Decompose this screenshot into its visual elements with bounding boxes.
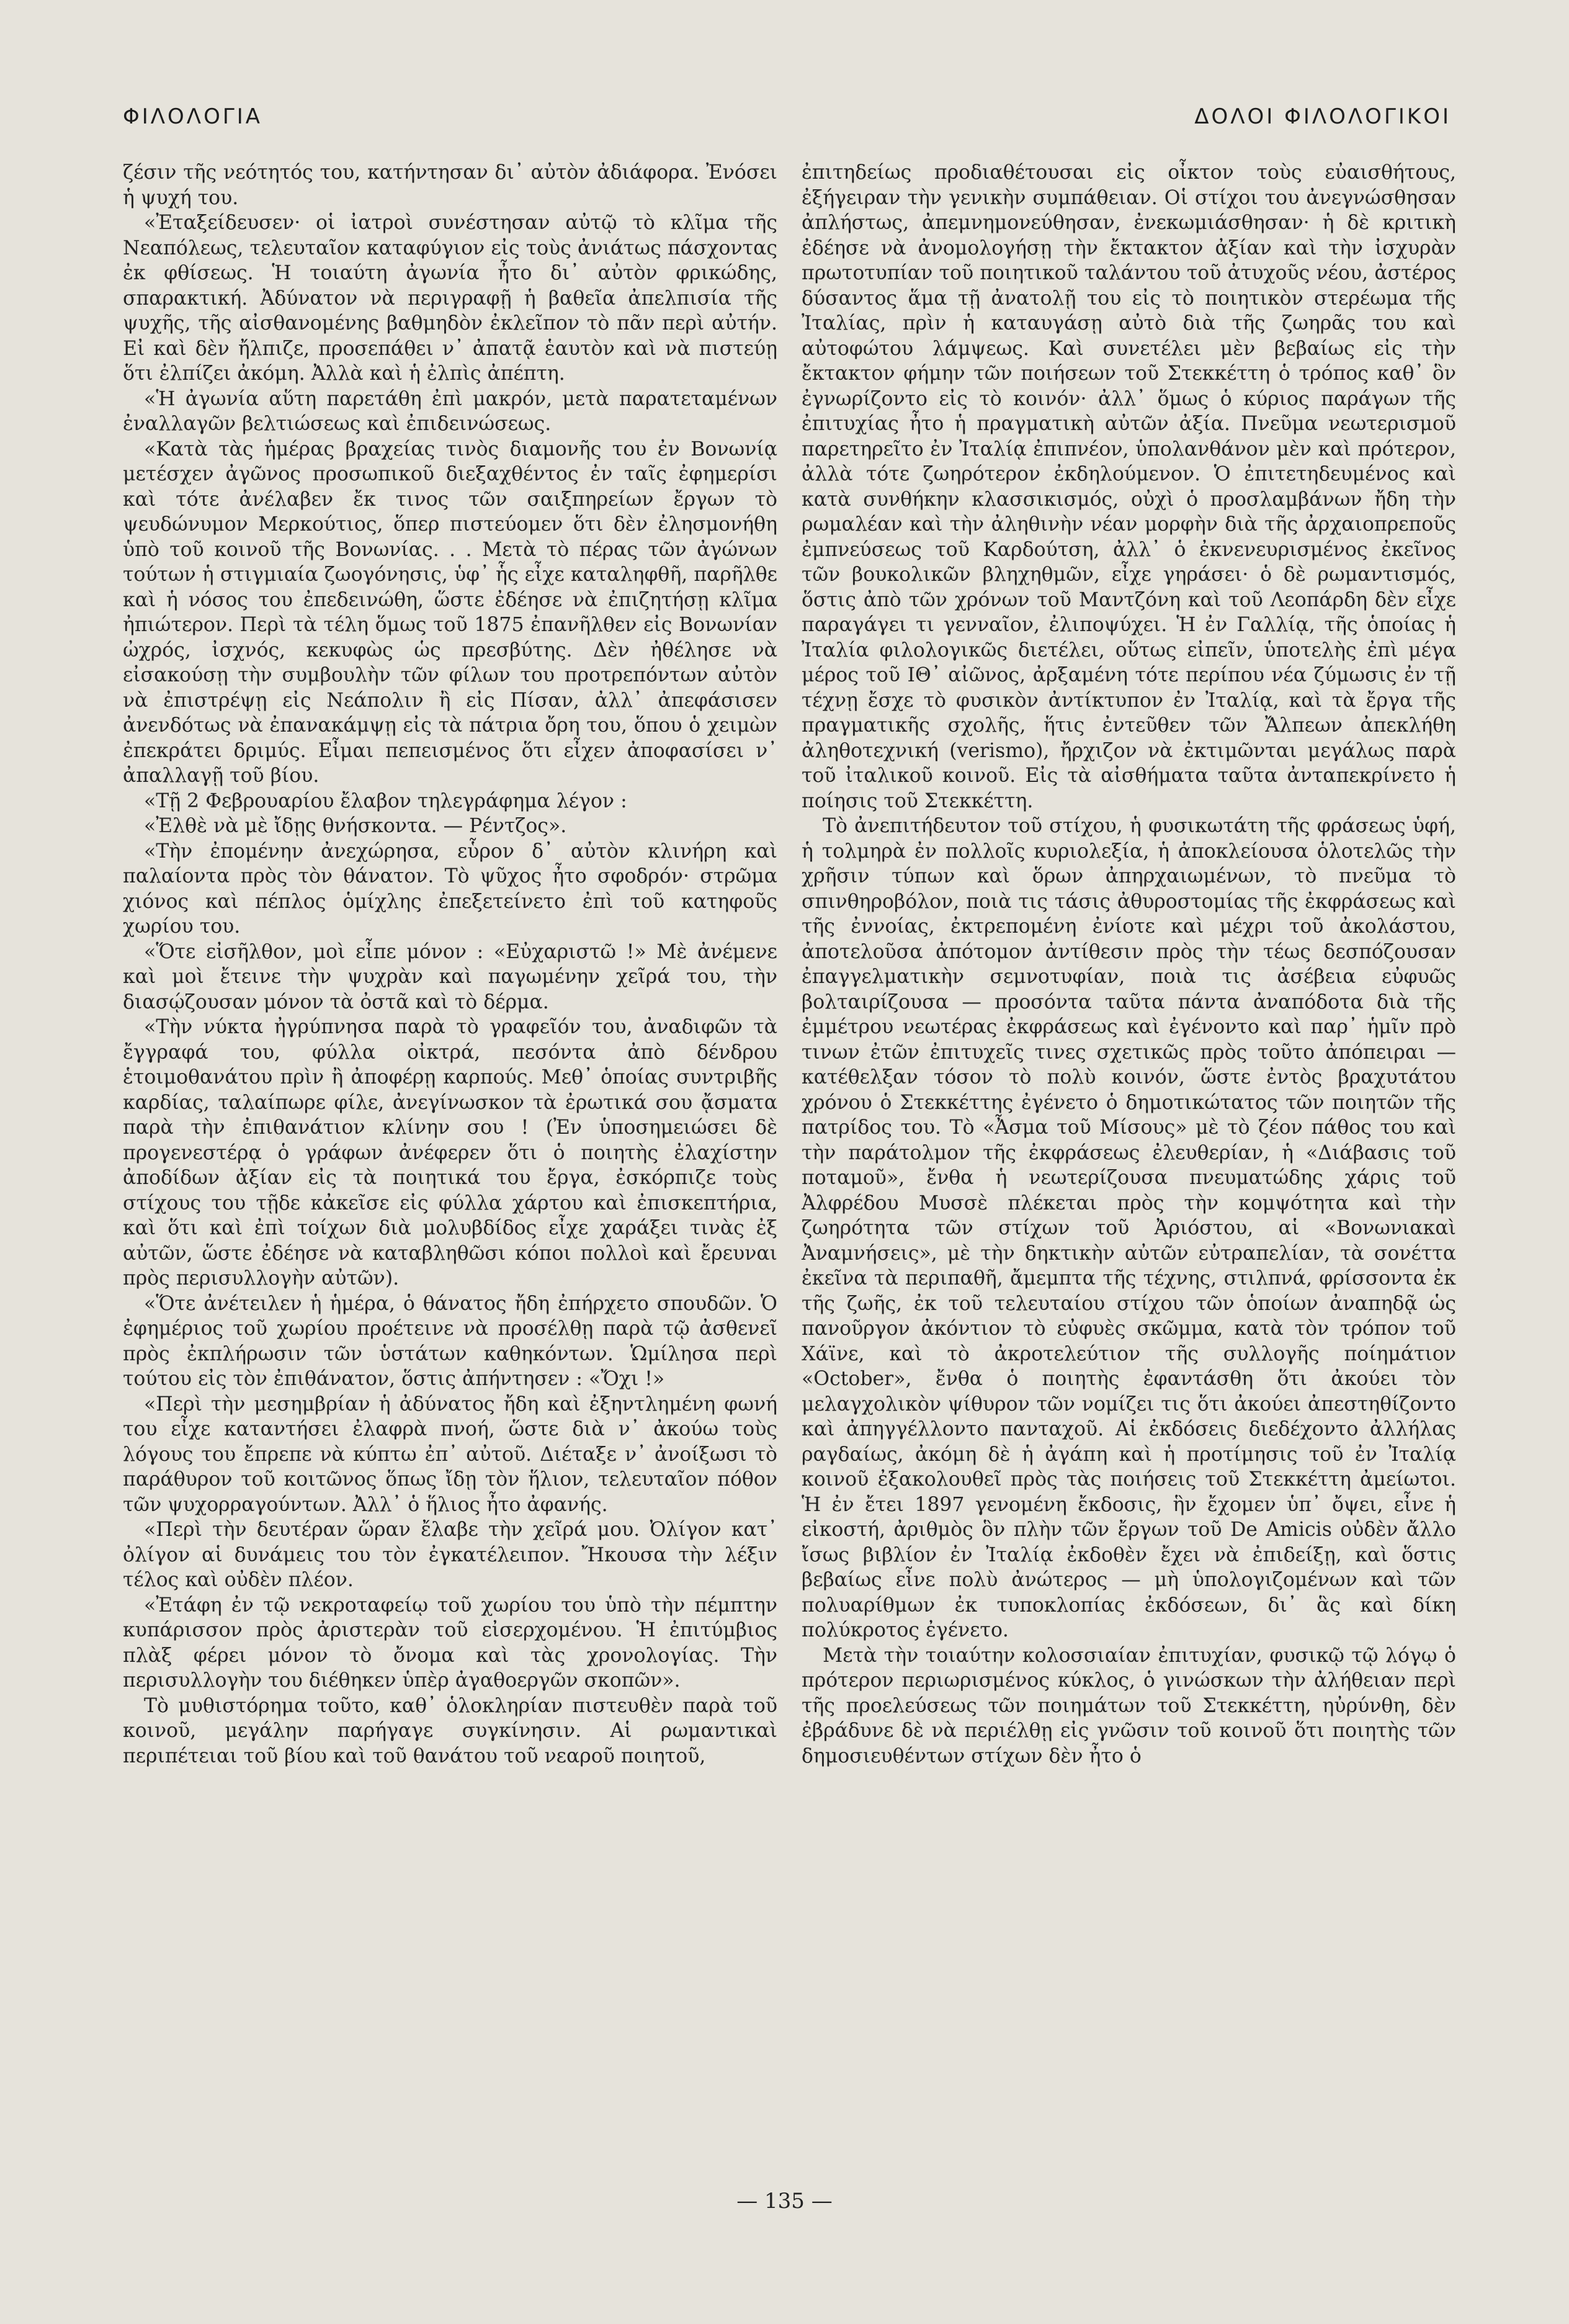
- paragraph: «Τὴν ἐπομένην ἀνεχώρησα, εὗρον δ᾿ αὐτὸν κλινήρη καὶ παλαίοντα πρὸς τὸν θάνατον. Τὸ ψῦχος ἦτο σφοδρόν· στρῶμα χιόνος καὶ πέπλος ὁμίχλης ἐπεξετείνετο ἐπὶ τοῦ κατηφοῦς χωρίου του.: [123, 840, 777, 938]
- paragraph: «Κατὰ τὰς ἡμέρας βραχείας τινὸς διαμονῆς του ἐν Βονωνίᾳ μετέσχεν ἀγῶνος προσωπικοῦ διεξαχθέντος ἐν ταῖς ἐφημερίσι καὶ τότε ἀνέλαβεν ἔκ τινος τῶν σαιξπηρείων ἔργων τὸ ψευδώνυμον Μερκούτιος, ὅπερ πιστεύομεν ὅτι δὲν ἐλησμονήθη ὑπὸ τοῦ κοινοῦ τῆς Βονωνίας. . . Μετὰ τὸ πέρας τῶν ἀγώνων τούτων ἡ στιγμιαία ζωογόνησις, ὑφ᾿ ἧς εἶχε καταληφθῆ, παρῆλθε καὶ ἡ νόσος του ἐπεδεινώθη, ὥστε ἐδέησε νὰ ἐπιζητήσῃ κλῖμα ἠπιώτερον. Περὶ τὰ τέλη ὅμως τοῦ 1875 ἐπανῆλθεν εἰς Βονωνίαν ὠχρός, ἰσχνός, κεκυφὼς ὡς πρεσβύτης. Δὲν ἠθέλησε νὰ εἰσακούσῃ τὴν συμβουλὴν τῶν φίλων του προτρεπόντων αὐτὸν νὰ ἐπιστρέψῃ εἰς Νεάπολιν ἢ εἰς Πίσαν, ἀλλ᾿ ἀπεφάσισεν ἀνενδότως νὰ ἐπανακάμψῃ εἰς τὰ πάτρια ὄρη του, ὅπου ὁ χειμὼν ἐπεκράτει δριμύς. Εἶμαι πεπεισμένος ὅτι εἶχεν ἀποφασίσει ν᾿ ἀπαλλαγῇ τοῦ βίου.: [123, 437, 777, 787]
- paragraph: Τὸ μυθιστόρημα τοῦτο, καθ᾿ ὁλοκληρίαν πιστευθὲν παρὰ τοῦ κοινοῦ, μεγάλην παρήγαγε συγκίνησιν. Αἱ ρωμαντικαὶ περιπέτειαι τοῦ βίου καὶ τοῦ θανάτου τοῦ νεαροῦ ποιητοῦ,: [123, 1694, 777, 1767]
- paragraph: «Περὶ τὴν μεσημβρίαν ἡ ἀδύνατος ἤδη καὶ ἐξηντλημένη φωνή του εἶχε καταντήσει ἐλαφρὰ πνοή, ὥστε διὰ ν᾿ ἀκούω τοὺς λόγους του ἔπρεπε νὰ κύπτω ἐπ᾿ αὐτοῦ. Διέταξε ν᾿ ἀνοίξωσι τὸ παράθυρον τοῦ κοιτῶνος ὅπως ἴδῃ τὸν ἥλιον, τελευταῖον πόθον τῶν ψυχορραγούντων. Ἀλλ᾿ ὁ ἥλιος ἦτο ἀφανής.: [123, 1393, 777, 1516]
- left-column: [123, 160, 777, 1769]
- paragraph: ἐπιτηδείως προδιαθέτουσαι εἰς οἶκτον τοὺς εὐαισθήτους, ἐξήγειραν τὴν γενικὴν συμπάθειαν. Οἱ στίχοι του ἀνεγνώσθησαν ἀπλήστως, ἀπεμνημονεύθησαν, ἐνεκωμιάσθησαν· ἡ δὲ κριτικὴ ἐδέησε νὰ ἀνομολογήσῃ τὴν ἔκτακτον ἀξίαν καὶ τὴν ἰσχυρὰν πρωτοτυπίαν τοῦ ποιητικοῦ ταλάντου τοῦ ἀτυχοῦς νέου, ἀστέρος δύσαντος ἅμα τῇ ἀνατολῇ του εἰς τὸ ποιητικὸν στερέωμα τῆς Ἰταλίας, πρὶν ἡ καταυγάσῃ αὐτὸ διὰ τῆς ζωηρᾶς του καὶ αὐτοφώτου λάμψεως. Καὶ συνετέλει μὲν βεβαίως εἰς τὴν ἔκτακτον φήμην τῶν ποιήσεων τοῦ Στεκκέττη ὁ τρόπος καθ᾿ ὃν ἐγνωρίζοντο εἰς τὸ κοινόν· ἀλλ᾿ ὅμως ὁ κύριος παράγων τῆς ἐπιτυχίας ἦτο ἡ πραγματικὴ αὐτῶν ἀξία. Πνεῦμα νεωτερισμοῦ παρετηρεῖτο ἐν Ἰταλίᾳ ἐπιπνέον, ὑπολανθάνον μὲν καὶ πρότερον, ἀλλὰ τότε ζωηρότερον ἐκδηλούμενον. Ὁ ἐπιτετηδευμένος καὶ κατὰ συνθήκην κλασσικισμός, οὐχὶ ὁ προσλαμβάνων ἤδη τὴν ρωμαλέαν καὶ τὴν ἀληθινὴν νέαν μορφὴν διὰ τῆς ἀρχαιοπρεποῦς ἐμπνεύσεως τοῦ Καρδούτση, ἀλλ᾿ ὁ ἐκνενευρισμένος ἐκεῖνος τῶν βουκολικῶν βληχηθμῶν, εἶχε γηράσει· ὁ δὲ ρωμαντισμός, ὅστις ἀπὸ τῶν χρόνων τοῦ Μαντζόνη καὶ τοῦ Λεοπάρδη δὲν εἶχε παραγάγει τι γενναῖον, ἐλιποψύχει. Ἡ ἐν Γαλλίᾳ, τῆς ὁποίας ἡ Ἰταλία φιλολογικῶς διετέλει, οὕτως εἰπεῖν, ὑποτελὴς ἐπὶ μέγα μέρος τοῦ ΙΘ᾿ αἰῶνος, ἀρξαμένη τότε περίπου νέα ζύμωσις ἐν τῇ τέχνῃ ἔσχε τὸ φυσικὸν ἀντίκτυπον ἐν Ἰταλίᾳ, καὶ τὰ ἔργα τῆς πραγματικῆς σχολῆς, ἥτις ἐντεῦθεν τῶν Ἄλπεων ἀπεκλήθη ἀληθοτεχνική (verismo), ἤρχιζον νὰ ἐκτιμῶνται μεγάλως παρὰ τοῦ ἰταλικοῦ κοινοῦ. Εἰς τὰ αἰσθήματα ταῦτα ἀνταπεκρίνετο ἡ ποίησις τοῦ Στεκκέττη.: [802, 161, 1456, 812]
- paragraph: Μετὰ τὴν τοιαύτην κολοσσιαίαν ἐπιτυχίαν, φυσικῷ τῷ λόγῳ ὁ πρότερον περιωρισμένος κύκλος, ὁ γινώσκων τὴν ἀλήθειαν περὶ τῆς προελεύσεως τῶν ποιημάτων τοῦ Στεκκέττη, ηὐρύνθη, δὲν ἐβράδυνε δὲ νὰ περιέλθῃ εἰς γνῶσιν τοῦ κοινοῦ ὅτι ποιητὴς τῶν δημοσιευθέντων στίχων δὲν ἦτο ὁ: [802, 1644, 1456, 1767]
- paragraph: «Ὅτε ἀνέτειλεν ἡ ἡμέρα, ὁ θάνατος ἤδη ἐπήρχετο σπουδῶν. Ὁ ἐφημέριος τοῦ χωρίου προέτεινε νὰ προσέλθῃ παρὰ τῷ ἀσθενεῖ πρὸς ἐκπλήρωσιν τῶν ὑστάτων καθηκόντων. Ὡμίλησα περὶ τούτου εἰς τὸν ἐπιθάνατον, ὅστις ἀπήντησεν : «Ὄχι !»: [123, 1292, 777, 1390]
- page-number: — 135 —: [736, 2189, 833, 2214]
- paragraph: «Ἐτάφη ἐν τῷ νεκροταφείῳ τοῦ χωρίου του ὑπὸ τὴν πέμπτην κυπάρισσον πρὸς ἀριστερὰν τοῦ εἰσερχομένου. Ἡ ἐπιτύμβιος πλὰξ φέρει μόνον τὸ ὄνομα καὶ τὰς χρονολογίας. Τὴν περισυλλογὴν του διέθηκεν ὑπὲρ ἀγαθοεργῶν σκοπῶν».: [123, 1594, 777, 1692]
- paragraph: «Τῇ 2 Φεβρουαρίου ἔλαβον τηλεγράφημα λέγον :: [144, 789, 627, 812]
- paragraph: «Ἡ ἀγωνία αὕτη παρετάθη ἐπὶ μακρόν, μετὰ παρατεταμένων ἐναλλαγῶν βελτιώσεως καὶ ἐπιδεινώσεως.: [123, 387, 777, 435]
- paragraph: «Ἐλθὲ νὰ μὲ ἴδῃς θνήσκοντα. — Ρέντζος».: [144, 815, 567, 837]
- paragraph: ζέσιν τῆς νεότητός του, κατήντησαν δι᾿ αὐτὸν ἀδιάφορα. Ἐνόσει ἡ ψυχή του.: [123, 161, 777, 209]
- running-head-right: ΔΟΛΟΙ ΦΙΛΟΛΟΓΙΚΟΙ: [1194, 104, 1451, 129]
- paragraph: «Τὴν νύκτα ἠγρύπνησα παρὰ τὸ γραφεῖόν του, ἀναδιφῶν τὰ ἔγγραφά του, φύλλα οἰκτρά, πεσόντα ἀπὸ δένδρου ἑτοιμοθανάτου πρὶν ἢ ἀποφέρῃ καρπούς. Μεθ᾿ ὁποίας συντριβῆς καρδίας, ταλαίπωρε φίλε, ἀνεγίνωσκον τὰ ἐρωτικά σου ᾄσματα παρὰ τὴν ἐπιθανάτιον κλίνην σου ! (Ἐν ὑποσημειώσει δὲ προγενεστέρᾳ ὁ γράφων ἀνέφερεν ὅτι ὁ ποιητὴς ἐλαχίστην ἀποδίδων ἀξίαν εἰς τὰ ποιητικά του ἔργα, ἐσκόρπιζε τοὺς στίχους του τῇδε κἀκεῖσε εἰς φύλλα χάρτου καὶ ἐπισκεπτήρια, καὶ ὅτι καὶ ἐπὶ τοίχων διὰ μολυβδίδος εἶχε χαράξει τινὰς ἐξ αὐτῶν, ὥστε ἐδέησε νὰ καταβληθῶσι κόποι πολλοὶ καὶ ἔρευναι πρὸς περισυλλογὴν αὐτῶν).: [123, 1016, 777, 1290]
- right-column: [802, 160, 1456, 1769]
- running-head-left: ΦΙΛΟΛΟΓΙΑ: [123, 104, 263, 129]
- paragraph: «Ὅτε εἰσῆλθον, μοὶ εἶπε μόνον : «Εὐχαριστῶ !» Μὲ ἀνέμενε καὶ μοὶ ἔτεινε τὴν ψυχρὰν καὶ παγωμένην χεῖρά του, τὴν διασῴζουσαν μόνον τὰ ὀστᾶ καὶ τὸ δέρμα.: [123, 940, 777, 1013]
- paragraph: Τὸ ἀνεπιτήδευτον τοῦ στίχου, ἡ φυσικωτάτη τῆς φράσεως ὑφή, ἡ τολμηρὰ ἐν πολλοῖς κυριολεξία, ἡ ἀποκλείουσα ὁλοτελῶς τὴν χρῆσιν τύπων καὶ ὅρων ἀπηρχαιωμένων, τὸ πνεῦμα τὸ σπινθηροβόλον, ποιὰ τις τάσις ἀθυροστομίας τῆς ἐκφράσεως καὶ τῆς ἐννοίας, ἐκτρεπομένη ἐνίοτε καὶ μέχρι τοῦ ἀκολάστου, ἀποτελοῦσα ἀπότομον ἀντίθεσιν πρὸς τὴν τέως δεσπόζουσαν ἐπαγγελματικὴν σεμνοτυφίαν, ποιὰ τις ἀσέβεια εὐφυῶς βολταιρίζουσα — προσόντα ταῦτα πάντα ἀναπόδοτα διὰ τῆς ἐμμέτρου νεωτέρας ἐκφράσεως καὶ ἐγένοντο καὶ παρ᾿ ἡμῖν πρὸ τινων ἐτῶν ἐπιτυχεῖς τινες σχετικῶς πρὸς τοῦτο ἀπόπειραι — κατέθελξαν τόσον τὸ πολὺ κοινόν, ὥστε ἐντὸς βραχυτάτου χρόνου ὁ Στεκκέττης ἐγένετο ὁ δημοτικώτατος τῶν ποιητῶν τῆς πατρίδος του. Τὸ «Ἆσμα τοῦ Μίσους» μὲ τὸ ζέον πάθος του καὶ τὴν παράτολμον τῆς ἐκφράσεως ἐλευθερίαν, ἡ «Διάβασις τοῦ ποταμοῦ», ἔνθα ἡ νεωτερίζουσα πνευματώδης χάρις τοῦ Ἀλφρέδου Μυσσὲ πλέκεται πρὸς τὴν κομψότητα καὶ τὴν ζωηρότητα τῶν στίχων τοῦ Ἀριόστου, αἱ «Βονωνιακαὶ Ἀναμνήσεις», μὲ τὴν δηκτικὴν αὐτῶν εὐτραπελίαν, τὰ σονέττα ἐκεῖνα τὰ περιπαθῆ, ἄμεμπτα τῆς τέχνης, στιλπνά, φρίσσοντα ἐκ τῆς ζωῆς, ἐκ τοῦ τελευταίου στίχου τῶν ὁποίων ἀναπηδᾷ ὡς πανοῦργον ἀκόντιον τὸ εὐφυὲς σκῶμμα, κατὰ τὸν τρόπον τοῦ Χάϊνε, καὶ τὸ ἀκροτελεύτιον τῆς συλλογῆς ποίημάτιον «October», ἔνθα ὁ ποιητὴς ἐφαντάσθη ὅτι ἀκούει τὸν μελαγχολικὸν ψίθυρον τῶν νομίζει τις ὅτι ἀκούει ἀπεστηθίζοντο καὶ ἀπηγγέλλοντο πανταχοῦ. Αἱ ἐκδόσεις διεδέχοντο ἀλλήλας ραγδαίως, ἀκόμη δὲ ἡ ἀγάπη καὶ ἡ προτίμησις τοῦ ἐν Ἰταλίᾳ κοινοῦ ἐξακολουθεῖ πρὸς τὰς ποιήσεις τοῦ Στεκκέττη ἀμείωτοι. Ἡ ἐν ἔτει 1897 γενομένη ἔκδοσις, ἣν ἔχομεν ὑπ᾿ ὄψει, εἶνε ἡ εἰκοστή, ἀριθμὸς ὃν πλὴν τῶν ἔργων τοῦ De Amicis οὐδὲν ἄλλο ἴσως βιβλίον ἐν Ἰταλίᾳ ἐκδοθὲν ἔχει νὰ ἐπιδείξῃ, καὶ ὅστις βεβαίως εἶνε πολὺ ἀνώτερος — μὴ ὑπολογιζομένων καὶ τῶν πολυαρίθμων ἐκ τυποκλοπίας ἐκδόσεων, δι᾿ ἃς καὶ δίκη πολύκροτος ἐγένετο.: [802, 815, 1456, 1641]
- paragraph: «Περὶ τὴν δευτέραν ὥραν ἔλαβε τὴν χεῖρά μου. Ὀλίγον κατ᾿ ὀλίγον αἱ δυνάμεις του τὸν ἐγκατέλειπον. Ἤκουσα τὴν λέξιν τέλος καὶ οὐδὲν πλέον.: [123, 1519, 777, 1591]
- paragraph: «Ἐταξείδευσεν· οἱ ἰατροὶ συνέστησαν αὐτῷ τὸ κλῖμα τῆς Νεαπόλεως, τελευταῖον καταφύγιον εἰς τοὺς ἀνιάτως πάσχοντας ἐκ φθίσεως. Ἡ τοιαύτη ἀγωνία ἦτο δι᾿ αὐτὸν φρικώδης, σπαρακτική. Ἀδύνατον νὰ περιγραφῇ ἡ βαθεῖα ἀπελπισία τῆς ψυχῆς, τῆς αἰσθανομένης βαθμηδὸν ἐκλεῖπον τὸ πᾶν περὶ αὐτήν. Εἰ καὶ δὲν ἤλπιζε, προσεπάθει ν᾿ ἀπατᾷ ἑαυτὸν καὶ νὰ πιστεύῃ ὅτι ἐλπίζει ἀκόμη. Ἀλλὰ καὶ ἡ ἐλπὶς ἀπέπτη.: [123, 212, 777, 385]
